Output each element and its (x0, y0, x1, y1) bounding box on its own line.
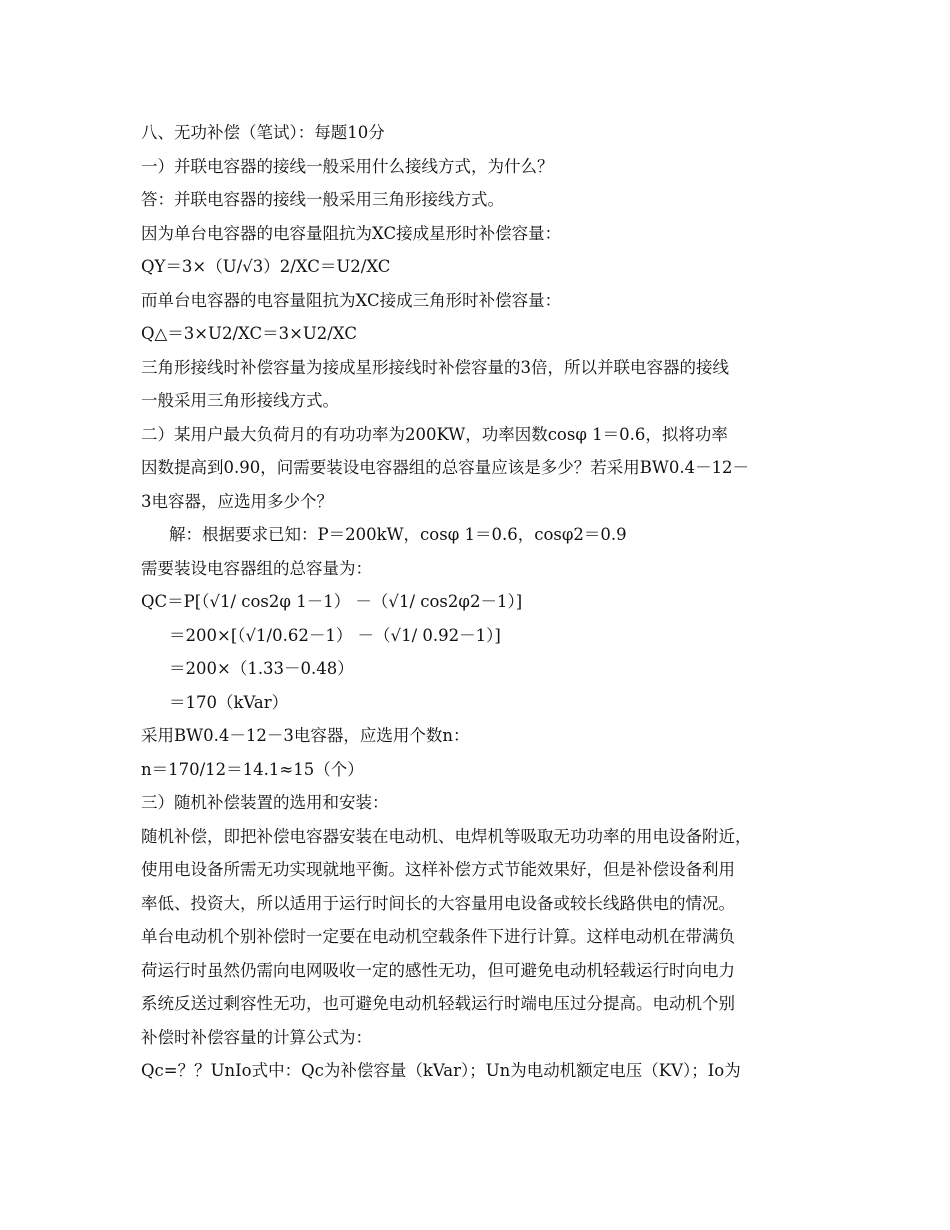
paragraph-line: Qc=？？UnIo式中：Qc为补偿容量（kVar）；Un为电动机额定电压（KV）；Io为 (141, 1061, 741, 1080)
text-line: 因为单台电容器的电容量阻抗为XC接成星形时补偿容量： (141, 223, 562, 243)
paragraph-line: 补偿时补偿容量的计算公式为： (141, 1027, 372, 1047)
formula-line: Q△＝3×U2/XC＝3×U2/XC (141, 324, 357, 343)
text-line: 三角形接线时补偿容量为接成星形接线时补偿容量的3倍，所以并联电容器的接线 (141, 357, 729, 377)
formula-line: QY＝3×（U/√3）2/XC＝U2/XC (141, 257, 391, 276)
text-line: 采用BW0.4－12－3电容器，应选用个数n： (141, 726, 470, 745)
paragraph-line: 使用电设备所需无功实现就地平衡。这样补偿方式节能效果好，但是补偿设备利用 (141, 860, 735, 879)
question-1: 一）并联电容器的接线一般采用什么接线方式，为什么？ (141, 156, 554, 176)
formula-line: n＝170/12＝14.1≈15（个） (141, 759, 364, 779)
question-2: 二）某用户最大负荷月的有功功率为200KW，功率因数cosφ 1＝0.6，拟将功率 (141, 424, 728, 444)
formula-line: ＝200×（1.33－0.48） (169, 659, 354, 678)
question-3: 三）随机补偿装置的选用和安装： (141, 793, 389, 812)
solution-line: 解：根据要求已知：P＝200kW，cosφ 1＝0.6，cosφ2＝0.9 (169, 525, 627, 544)
paragraph-line: 随机补偿，即把补偿电容器安装在电动机、电焊机等吸取无功功率的用电设备附近， (141, 826, 752, 846)
formula-line: ＝170（kVar） (169, 692, 289, 712)
text-line: 而单台电容器的电容量阻抗为XC接成三角形时补偿容量： (141, 290, 562, 310)
paragraph-line: 系统反送过剩容性无功，也可避免电动机轻载运行时端电压过分提高。电动机个别 (141, 994, 735, 1013)
section-heading: 八、无功补偿（笔试）：每题10分 (141, 123, 385, 142)
answer-1: 答：并联电容器的接线一般采用三角形接线方式。 (141, 190, 504, 209)
document-body (141, 116, 817, 1088)
question-2-cont: 3电容器，应选用多少个？ (141, 491, 333, 511)
paragraph-line: 单台电动机个别补偿时一定要在电动机空载条件下进行计算。这样电动机在带满负 (141, 927, 735, 946)
formula-line: QC＝P[（√1/ cos2φ 1－1） －（√1/ cos2φ2－1）] (141, 592, 523, 611)
paragraph-line: 荷运行时虽然仍需向电网吸收一定的感性无功，但可避免电动机轻载运行时向电力 (141, 960, 735, 980)
text-line: 一般采用三角形接线方式。 (141, 391, 339, 410)
question-2-cont: 因数提高到0.90，问需要装设电容器组的总容量应该是多少？若采用BW0.4－12－ (141, 458, 750, 477)
paragraph-line: 率低、投资大，所以适用于运行时间长的大容量用电设备或较长线路供电的情况。 (141, 893, 735, 913)
text-line: 需要装设电容器组的总容量为： (141, 558, 372, 578)
formula-line: ＝200×[（√1/0.62－1） －（√1/ 0.92－1）] (169, 625, 501, 645)
